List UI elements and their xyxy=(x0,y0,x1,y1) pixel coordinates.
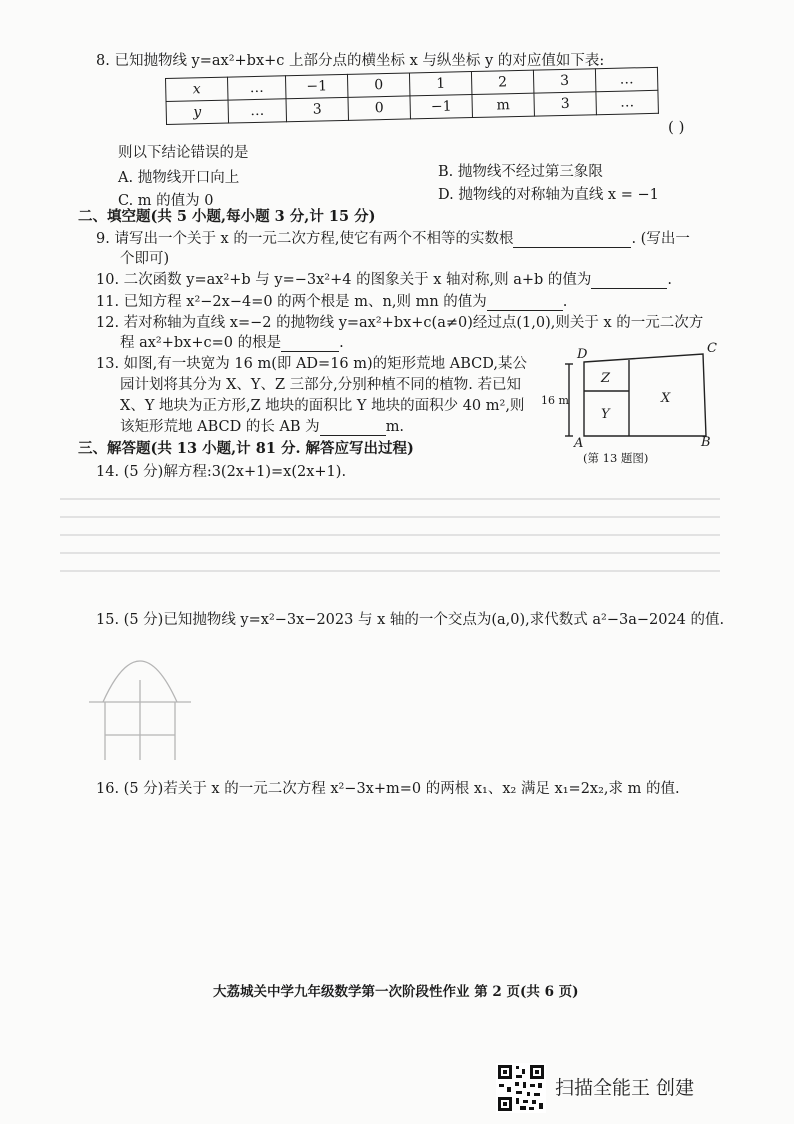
q9-text: 9. 请写出一个关于 x 的一元二次方程,使它有两个不相等的实数根 . (写出一 xyxy=(96,231,690,247)
q8-table-cell: … xyxy=(596,90,659,114)
q8-option-a: A. 抛物线开口向上 xyxy=(118,170,240,186)
section3-heading: 三、解答题(共 13 小题,计 81 分. 解答应写出过程) xyxy=(78,440,414,457)
q10-blank[interactable] xyxy=(591,274,667,289)
q11-blank[interactable] xyxy=(487,296,563,311)
q13-line1: 13. 如图,有一块宽为 16 m(即 AD=16 m)的矩形荒地 ABCD,某公 xyxy=(96,356,527,372)
q8-table-cell: … xyxy=(595,67,658,91)
rect-abcd xyxy=(584,354,706,436)
q8-table-cell: m xyxy=(472,93,535,117)
q8-stem: 8. 已知抛物线 y=ax²+bx+c 上部分点的横坐标 x 与纵坐标 y 的对应值如下表: xyxy=(96,53,605,69)
q16-text: 16. (5 分)若关于 x 的一元二次方程 x²−3x+m=0 的两根 x₁、x₂ 满足 x₁=2x₂,求 m 的值. xyxy=(96,781,680,797)
q8-option-c: C. m 的值为 0 xyxy=(118,193,214,209)
label-b: B xyxy=(701,435,711,450)
q8-table-cell: 0 xyxy=(348,96,411,120)
bleed-through-figure xyxy=(85,640,195,780)
q8-table-cell: y xyxy=(166,100,229,124)
q8-option-b: B. 抛物线不经过第三象限 xyxy=(438,164,603,180)
q8-option-d: D. 抛物线的对称轴为直线 x = −1 xyxy=(438,187,659,203)
q10-text: 10. 二次函数 y=ax²+b 与 y=−3x²+4 的图象关于 x 轴对称,则 a+b 的值为 . xyxy=(96,272,673,288)
q8-table-cell: … xyxy=(228,99,287,123)
q9-blank[interactable] xyxy=(513,233,631,248)
q8-prompt: 则以下结论错误的是 xyxy=(118,145,249,161)
q8-table-cell: 0 xyxy=(347,73,410,97)
label-y: Y xyxy=(601,407,610,422)
q8-table-cell: … xyxy=(227,76,286,100)
q8-table-cell: −1 xyxy=(410,95,473,119)
q8-table-cell: −1 xyxy=(285,74,348,98)
q8-table-cell: 3 xyxy=(533,69,596,93)
q9-cont: 个即可) xyxy=(120,251,170,267)
q13-blank[interactable] xyxy=(320,421,386,436)
figure-caption: (第 13 题图) xyxy=(583,451,649,465)
bleed-through-area xyxy=(60,488,720,588)
label-c: C xyxy=(707,341,717,356)
label-a: A xyxy=(574,436,584,451)
q13-line2: 园计划将其分为 X、Y、Z 三部分,分别种植不同的植物. 若已知 xyxy=(120,377,522,393)
q15-text: 15. (5 分)已知抛物线 y=x²−3x−2023 与 x 轴的一个交点为(a,0),求代数式 a²−3a−2024 的值. xyxy=(96,612,725,628)
q8-table-cell: 3 xyxy=(534,92,597,116)
q12-line1: 12. 若对称轴为直线 x=−2 的抛物线 y=ax²+bx+c(a≠0)经过点(1,0),则关于 x 的一元二次方 xyxy=(96,315,704,331)
q8-answer-paren: ( ) xyxy=(668,118,685,136)
label-z: Z xyxy=(601,371,611,386)
scanner-watermark: 扫描全能王 创建 xyxy=(555,1077,695,1099)
label-width: 16 m xyxy=(541,394,569,407)
label-d: D xyxy=(577,347,588,362)
q13-line4: 该矩形荒地 ABCD 的长 AB 为 m. xyxy=(120,419,405,435)
q8-table-cell: 1 xyxy=(409,72,472,96)
page-footer: 大荔城关中学九年级数学第一次阶段性作业 第 2 页(共 6 页) xyxy=(213,984,579,1000)
q13-line3: X、Y 地块为正方形,Z 地块的面积比 Y 地块的面积少 40 m²,则 xyxy=(120,398,525,414)
q11-text: 11. 已知方程 x²−2x−4=0 的两个根是 m、n,则 mn 的值为 . xyxy=(96,294,568,310)
q12-line2: 程 ax²+bx+c=0 的根是 . xyxy=(120,335,344,351)
q8-table-cell: x xyxy=(166,77,229,101)
q8-table-cell: 3 xyxy=(286,97,349,121)
section2-heading: 二、填空题(共 5 小题,每小题 3 分,计 15 分) xyxy=(78,208,376,225)
label-x: X xyxy=(661,391,671,406)
q8-table xyxy=(165,67,659,125)
q8-table-cell: 2 xyxy=(471,70,534,94)
q12-blank[interactable] xyxy=(281,337,339,352)
q13-figure xyxy=(535,340,735,468)
qr-code-icon xyxy=(496,1063,546,1113)
q14-text: 14. (5 分)解方程:3(2x+1)=x(2x+1). xyxy=(96,464,347,480)
